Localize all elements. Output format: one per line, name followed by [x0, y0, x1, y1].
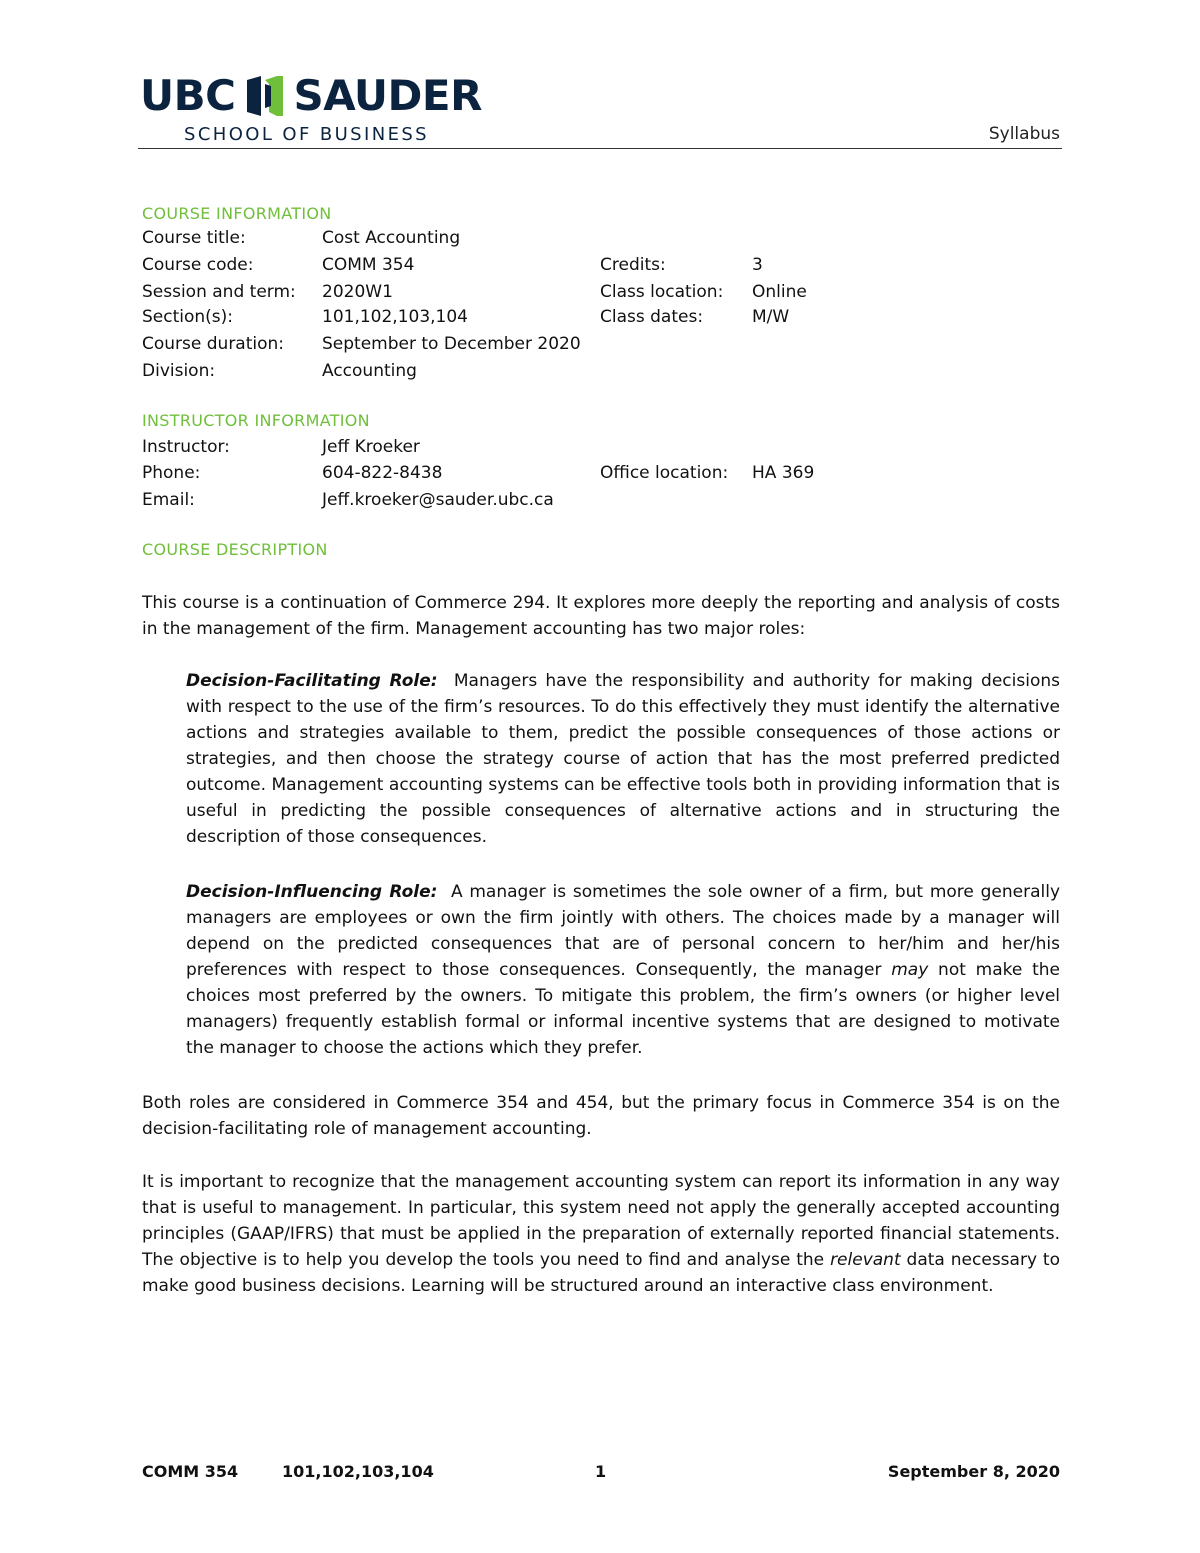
document-type-label: Syllabus	[988, 124, 1060, 144]
description-intro: This course is a continuation of Commerce 294. It explores more deeply the reporting and analysis of costs in the management of the firm. Management accounting has two major roles:	[142, 593, 1060, 639]
info-value: 604-822-8438	[322, 463, 443, 483]
info-label: Email:	[142, 490, 195, 510]
info-value: Accounting	[322, 361, 417, 381]
decision-influencing-paragraph	[186, 879, 1060, 1061]
info-value: COMM 354	[322, 255, 415, 275]
info-label: Office location:	[600, 463, 729, 483]
info-value: Online	[752, 282, 807, 302]
header-divider	[138, 148, 1062, 149]
info-label: Course title:	[142, 228, 246, 248]
footer-date: September 8, 2020	[887, 1462, 1060, 1481]
info-label: Instructor:	[142, 437, 230, 457]
info-label: Division:	[142, 361, 216, 381]
info-value: Jeff Kroeker	[322, 437, 420, 457]
info-label: Phone:	[142, 463, 201, 483]
emphasis-text: relevant	[830, 1250, 901, 1270]
decision-facilitating-paragraph	[186, 668, 1060, 850]
info-label: Credits:	[600, 255, 666, 275]
info-value: 101,102,103,104	[322, 307, 469, 327]
logo-ubc-text: UBC	[140, 71, 236, 120]
info-label: Course code:	[142, 255, 254, 275]
logo-sauder-text: SAUDER	[293, 71, 482, 120]
info-label: Session and term:	[142, 282, 296, 302]
role-text: Managers have the responsibility and authority for making decisions with respect to the use of the firm’s resources. To do this effectively they must identify the alternative actions and strategies available to them, predict the possible consequences of those actions or strategies, and then choose the strategy course of action that has the most preferred predicted outcome. Management accounting systems can be effective tools both in providing information that is useful in predicting the possible consequences of alternative actions and in structuring the description of those consequences.	[186, 671, 1060, 847]
role-title: Decision-Facilitating Role:	[186, 671, 438, 691]
info-value: 3	[752, 255, 763, 275]
role-text: A manager is sometimes the sole owner of a firm, but more generally managers are employees or own the firm jointly with others. The choices made by a manager will depend on the predicted consequences that are of personal concern to her/him and her/his preferences with respect to those consequences. Consequently, the manager	[186, 882, 1061, 980]
email-link[interactable]: Jeff.kroeker@sauder.ubc.ca	[322, 490, 554, 510]
info-label: Class location:	[600, 282, 724, 302]
role-title: Decision-Influencing Role:	[186, 882, 438, 902]
info-value: 2020W1	[322, 282, 393, 302]
info-value: September to December 2020	[322, 334, 581, 354]
info-value: Cost Accounting	[322, 228, 461, 248]
info-value: M/W	[752, 307, 790, 327]
info-label: Course duration:	[142, 334, 285, 354]
footer-page-number: 1	[595, 1462, 607, 1481]
closing-paragraph	[142, 1169, 1060, 1299]
role-text: not make the choices most preferred by the owners. To mitigate this problem, the firm’s owners (or higher level managers) frequently establish formal or informal incentive systems that are designed to motivate the manager to choose the actions which they prefer.	[186, 960, 1060, 1058]
info-label: Class dates:	[600, 307, 704, 327]
course-info-heading: COURSE INFORMATION	[142, 204, 332, 223]
instructor-info-heading: INSTRUCTOR INFORMATION	[142, 411, 370, 430]
logo-subtitle: SCHOOL OF BUSINESS	[184, 124, 430, 145]
course-description-heading: COURSE DESCRIPTION	[142, 540, 328, 559]
both-roles-paragraph: Both roles are considered in Commerce 354 and 454, but the primary focus in Commerce 354 is on the decision-facilitating role of management accounting.	[142, 1093, 1060, 1139]
logo-wordmark	[140, 70, 482, 122]
info-label: Section(s):	[142, 307, 234, 327]
paragraph-text: data necessary to make good business decisions. Learning will be structured around an interactive class environment.	[142, 1250, 1060, 1296]
footer-sections: 101,102,103,104	[282, 1462, 434, 1481]
logo-emblem-icon	[243, 74, 287, 118]
ubc-sauder-logo	[140, 70, 482, 150]
footer-course-code: COMM 354	[142, 1462, 239, 1481]
paragraph-text: It is important to recognize that the management accounting system can report its information in any way that is useful to management. In particular, this system need not apply the generally accepted accounting principles (GAAP/IFRS) that must be applied in the preparation of externally reported financial statements. The objective is to help you develop the tools you need to find and analyse the	[142, 1172, 1060, 1270]
emphasis-text: may	[891, 960, 929, 980]
info-value: HA 369	[752, 463, 815, 483]
